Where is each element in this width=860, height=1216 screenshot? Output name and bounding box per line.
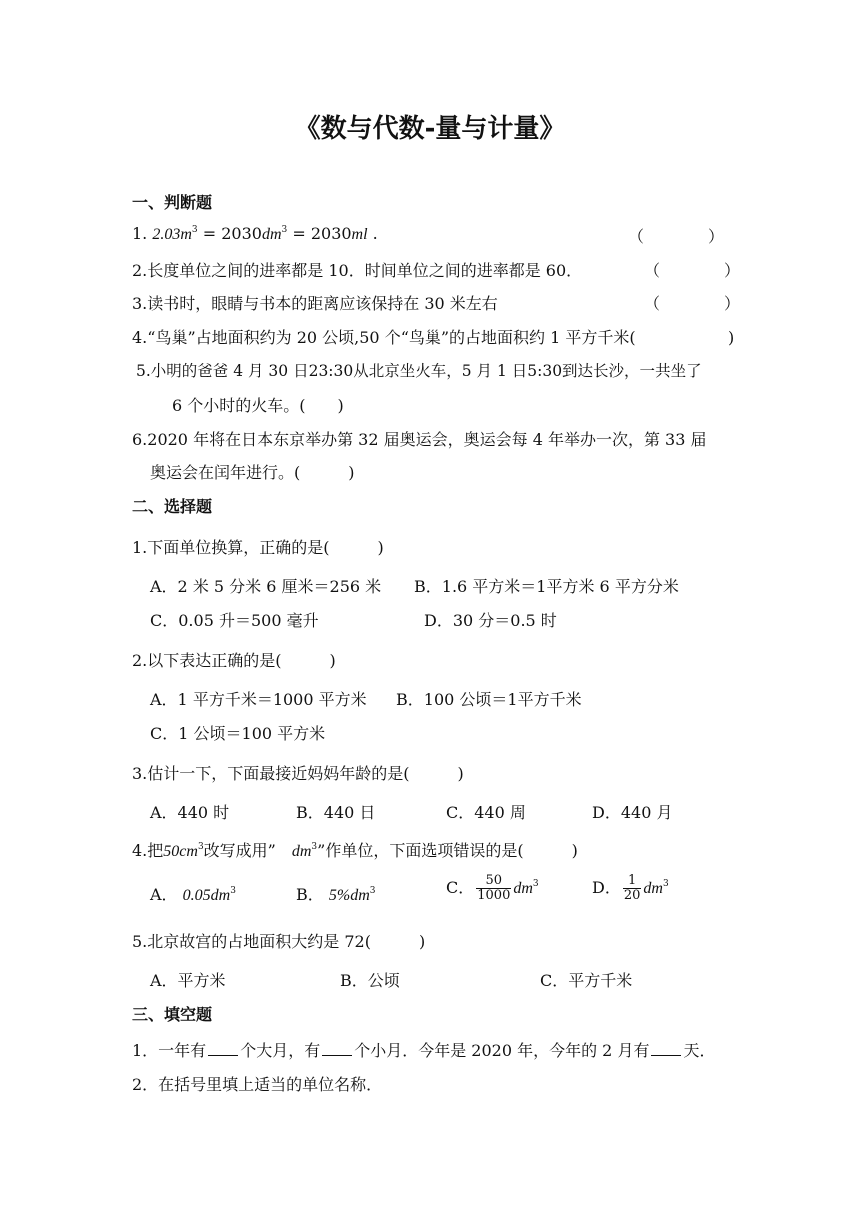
judge-question-5-line-1: 5.小明的爸爸 4 月 30 日23:30从北京坐火车，5 月 1 日5:30到达长沙，一共坐了 — [136, 362, 702, 380]
choice-3-option-a[interactable]: A．440 时 — [150, 803, 230, 822]
choice-2-option-c[interactable]: C．1 公顷＝100 平方米 — [150, 724, 326, 743]
answer-paren[interactable]: （ ） — [644, 261, 741, 280]
fill-question-2: 2．在括号里填上适当的单位名称． — [132, 1075, 383, 1094]
fraction: $\frac{50}{1000}$ — [477, 873, 511, 903]
fill-question-1: 1．一年有 个大月，有 个小月．今年是 2020 年，今年的 2 月有 天． — [132, 1041, 716, 1060]
answer-blank[interactable] — [208, 1041, 238, 1056]
answer-paren[interactable]: （ ） — [628, 227, 725, 246]
judge-question-5-line-2: 6 个小时的火车。( ) — [172, 396, 344, 415]
choice-question-2: 2.以下表达正确的是( ) — [132, 651, 336, 670]
choice-2-option-b[interactable]: B．100 公顷＝1平方千米 — [396, 690, 582, 709]
fraction: $\frac{1}{20}$ — [623, 873, 641, 903]
choice-question-3: 3.估计一下，下面最接近妈妈年龄的是( ) — [132, 764, 464, 783]
answer-blank[interactable] — [322, 1041, 352, 1056]
choice-5-option-a[interactable]: A．平方米 — [150, 971, 226, 990]
answer-blank[interactable] — [651, 1041, 681, 1056]
judge-question-4: 4.“鸟巢”占地面积约为 20 公顷,50 个“鸟巢”的占地面积约 1 平方千米( — [132, 328, 636, 347]
choice-question-5: 5.北京故宫的占地面积大约是 72( ) — [132, 932, 426, 951]
answer-paren[interactable]: ) — [664, 328, 735, 347]
judge-question-3: 3.读书时，眼睛与书本的距离应该保持在 30 米左右 — [132, 294, 498, 313]
section-heading-judge: 一、判断题 — [132, 193, 213, 212]
choice-question-1: 1.下面单位换算，正确的是( ) — [132, 538, 384, 557]
choice-1-option-b[interactable]: B．1.6 平方米＝1平方米 6 平方分米 — [414, 577, 679, 596]
judge-question-2: 2.长度单位之间的进率都是 10．时间单位之间的进率都是 60． — [132, 261, 583, 280]
choice-4-option-b[interactable]: B． $5\%dm^3$ — [296, 885, 376, 904]
choice-3-option-b[interactable]: B．440 日 — [296, 803, 376, 822]
choice-3-option-c[interactable]: C．440 周 — [446, 803, 526, 822]
choice-1-option-d[interactable]: D．30 分＝0.5 时 — [424, 611, 557, 630]
choice-4-option-a[interactable]: A． $0.05dm^3$ — [150, 885, 236, 904]
choice-4-option-d[interactable]: D． $\frac{1}{20}$ $dm^3$ — [592, 873, 669, 903]
choice-5-option-b[interactable]: B．公顷 — [340, 971, 400, 990]
choice-question-4: 4.把$50cm^3$改写成用” $dm^3$”作单位，下面选项错误的是( ) — [132, 841, 578, 860]
page-title: 《数与代数-量与计量》 — [294, 114, 566, 144]
choice-1-option-c[interactable]: C．0.05 升＝500 毫升 — [150, 611, 319, 630]
judge-question-6-line-1: 6.2020 年将在日本东京举办第 32 届奥运会，奥运会每 4 年举办一次，第 33 届 — [132, 430, 707, 449]
choice-1-option-a[interactable]: A．2 米 5 分米 6 厘米＝256 米 — [150, 577, 382, 596]
judge-question-1: 1. $2.03m^3 = 2030dm^3 = 2030ml$ . — [132, 224, 378, 243]
judge-question-6-line-2: 奥运会在闰年进行。( ) — [150, 463, 355, 482]
choice-3-option-d[interactable]: D．440 月 — [592, 803, 673, 822]
answer-paren[interactable]: （ ） — [644, 294, 741, 313]
choice-2-option-a[interactable]: A．1 平方千米＝1000 平方米 — [150, 690, 367, 709]
choice-4-option-c[interactable]: C． $\frac{50}{1000}$ $dm^3$ — [446, 873, 539, 903]
section-heading-choice: 二、选择题 — [132, 497, 213, 516]
choice-5-option-c[interactable]: C．平方千米 — [540, 971, 633, 990]
section-heading-fill: 三、填空题 — [132, 1005, 213, 1024]
